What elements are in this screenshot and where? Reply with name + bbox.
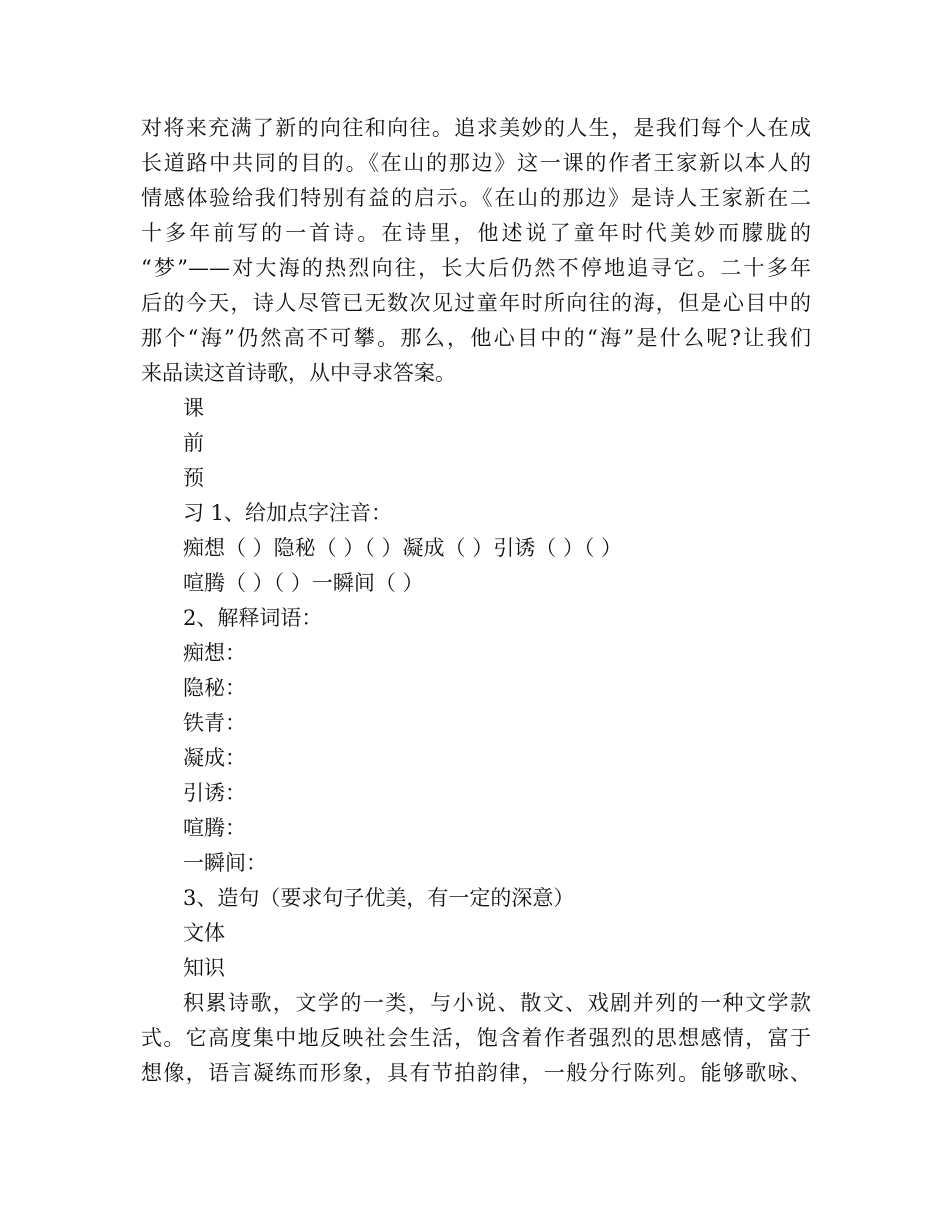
preview-heading-char: 课	[183, 396, 204, 420]
intro-line: “梦”——对大海的热烈向往，长大后仍然不停地追寻它。二十多年	[141, 256, 811, 280]
intro-line: 来品读这首诗歌，从中寻求答案。	[141, 361, 456, 385]
question-3-label: 3、造句（要求句子优美，有一定的深意）	[183, 886, 575, 910]
knowledge-section	[141, 916, 811, 1091]
knowledge-line: 式。它高度集中地反映社会生活，饱含着作者强烈的思想感情，富于	[141, 1026, 811, 1050]
knowledge-heading: 知识	[183, 956, 225, 980]
intro-line: 对将来充满了新的向往和向往。追求美妙的人生，是我们每个人在成	[141, 116, 811, 140]
term-item: 喧腾：	[183, 816, 246, 840]
preview-section	[141, 391, 811, 916]
pinyin-row-1: 痴想（ ）隐秘（ ）（ ）凝成（ ）引诱（ ）（ ）	[183, 536, 623, 560]
term-item: 凝成：	[183, 746, 246, 770]
intro-line: 后的今天，诗人尽管已无数次见过童年时所向往的海，但是心目中的	[141, 291, 811, 315]
preview-heading-char: 前	[183, 431, 204, 455]
knowledge-line: 积累诗歌，文学的一类，与小说、散文、戏剧并列的一种文学款	[183, 991, 811, 1015]
preview-heading-char: 预	[183, 466, 204, 490]
knowledge-line: 想像，语言凝练而形象，具有节拍韵律，一般分行陈列。能够歌咏、	[141, 1061, 811, 1085]
question-2-label: 2、解释词语：	[183, 606, 323, 630]
term-item: 铁青：	[183, 711, 246, 735]
intro-paragraph	[141, 111, 811, 391]
intro-line: 情感体验给我们特别有益的启示。《在山的那边》是诗人王家新在二	[141, 186, 811, 210]
term-item: 一瞬间：	[183, 851, 267, 875]
pinyin-row-2: 喧腾（ ）（ ）一瞬间（ ）	[183, 571, 424, 595]
knowledge-heading: 文体	[183, 921, 225, 945]
term-item: 痴想：	[183, 641, 246, 665]
document-body	[141, 111, 811, 1091]
intro-line: 十多年前写的一首诗。在诗里，他述说了童年时代美妙而朦胧的	[141, 221, 811, 245]
term-item: 隐秘：	[183, 676, 246, 700]
term-item: 引诱：	[183, 781, 246, 805]
intro-line: 那个“海”仍然高不可攀。那么，他心目中的“海”是什么呢?让我们	[141, 326, 811, 350]
intro-line: 长道路中共同的目的。《在山的那边》这一课的作者王家新以本人的	[141, 151, 811, 175]
question-1-label: 习 1、给加点字注音：	[183, 501, 393, 525]
